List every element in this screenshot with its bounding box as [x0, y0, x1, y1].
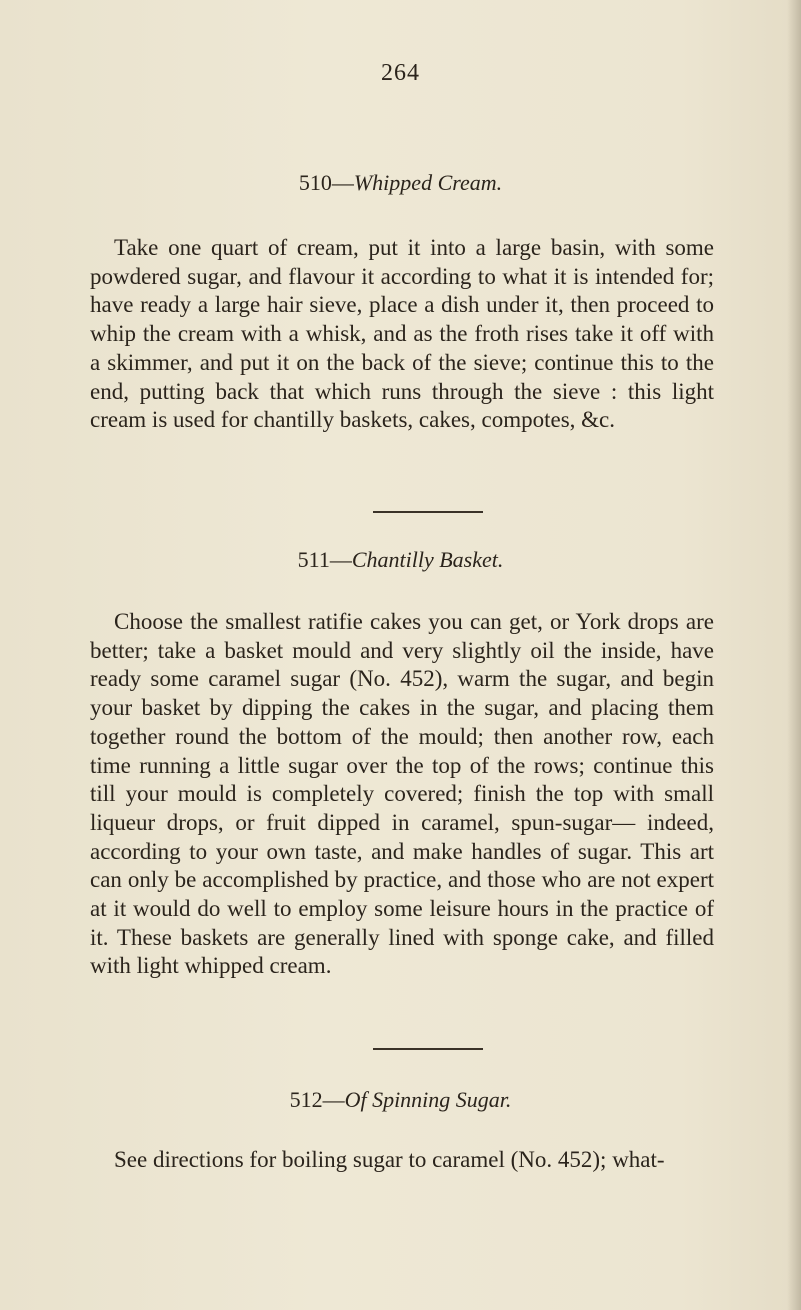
section-body-512: See directions for boiling sugar to caramel (No. 452); what-	[114, 1147, 665, 1172]
section-title: Of Spinning Sugar.	[344, 1087, 512, 1112]
section-body-511: Choose the smallest ratifie cakes you can get, or York drops are better; take a basket mould and very slightly oil the inside, have ready some caramel sugar (No. 452), warm the sugar, and begin your basket by dipping the cakes in the sugar, and placing them together round the bottom of the mould; then another row, each time running a little sugar over the top of the rows; continue this till your mould is completely covered; finish the top with small liqueur drops, or fruit dipped in caramel, spun-sugar— indeed, according to your own taste, and make handles of sugar. This art can only be accomplished by practice, and those who are not expert at it would do well to employ some leisure hours in the practice of it. These baskets are generally lined with sponge cake, and filled with light whipped cream.	[90, 609, 714, 979]
section-body-510: Take one quart of cream, put it into a large basin, with some powdered sugar, and flavour it according to what it is intended for; have ready a large hair sieve, place a dish under it, then proceed to whip the cream with a whisk, and as the froth rises take it off with a skimmer, and put it on the back of the sieve; continue this to the end, putting back that which runs through the sieve : this light cream is used for chantilly baskets, cakes, compotes, &c.	[90, 235, 714, 433]
section-number: 512—	[289, 1087, 345, 1112]
section-number: 510—	[298, 170, 354, 195]
section-heading-512	[0, 1087, 801, 1113]
section-title: Whipped Cream.	[353, 170, 503, 195]
page-number: 264	[381, 60, 420, 86]
section-divider	[373, 511, 483, 513]
section-number: 511—	[297, 547, 352, 572]
section-heading-510	[0, 170, 801, 196]
section-divider	[373, 1048, 483, 1050]
section-title: Chantilly Basket.	[351, 547, 504, 572]
section-heading-511	[0, 547, 801, 573]
page-edge-shadow	[787, 0, 801, 1310]
